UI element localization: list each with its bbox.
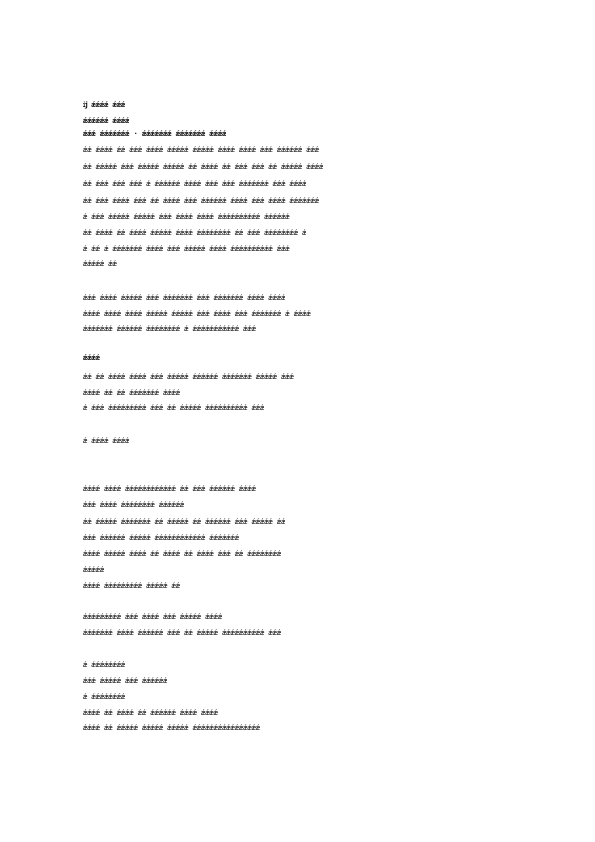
paragraph-line: ǽǽǽǽ ǽǽǽǽ ǽǽǽǽǽǽǽǽǽǽǽǽ ǽǽ ǽǽǽ ǽǽǽǽǽǽ ǽǽǽǽ bbox=[83, 485, 256, 493]
paragraph-line: ǽǽ ǽǽǽǽ ǽǽ ǽǽǽǽ ǽǽǽǽǽ ǽǽǽǽ ǽǽǽǽǽǽǽǽ ǽǽ ǽǽǽ ǽǽǽǽǽǽǽǽ ǽ bbox=[83, 229, 307, 237]
paragraph-line: ǽǽǽǽǽǽǽ ǽǽǽǽ ǽǽǽǽǽǽ ǽǽǽ ǽǽ ǽǽǽǽǽ ǽǽǽǽǽǽǽǽǽǽ ǽǽǽ bbox=[83, 629, 282, 637]
document-heading: ǽǽǽ ǽǽǽǽǽǽǽ · ǽǽǽǽǽǽǽ ǽǽǽǽǽǽǽ ǽǽǽǽ bbox=[83, 130, 227, 138]
paragraph-line: ǽǽǽǽ ǽǽǽǽǽǽǽǽǽ ǽǽǽǽǽ ǽǽ bbox=[83, 582, 180, 590]
paragraph-line: ǽǽ ǽǽǽǽǽ ǽǽǽǽǽǽǽ ǽǽ ǽǽǽǽǽ ǽǽ ǽǽǽǽǽǽ ǽǽǽ ǽǽǽǽǽ ǽǽ bbox=[83, 518, 286, 526]
paragraph-line: ǽǽǽ ǽǽǽǽ ǽǽǽǽǽǽǽǽ ǽǽǽǽǽǽ bbox=[83, 501, 185, 509]
list-heading: ǽ ǽǽǽǽǽǽǽǽ bbox=[83, 693, 126, 701]
paragraph-line: ǽǽǽǽǽǽǽǽǽ ǽǽǽ ǽǽǽǽ ǽǽǽ ǽǽǽǽǽ ǽǽǽǽ bbox=[83, 613, 223, 621]
paragraph-line: ǽǽǽǽǽ ǽǽ bbox=[83, 260, 117, 268]
paragraph-line: ǽǽǽ ǽǽǽǽǽǽ ǽǽǽǽǽ ǽǽǽǽǽǽǽǽǽǽǽǽ ǽǽǽǽǽǽǽ bbox=[83, 534, 239, 542]
document-title: ĳ ǽǽǽǽ ǽǽǽ bbox=[83, 101, 126, 109]
paragraph-line: ǽǽǽǽ ǽǽ ǽǽ ǽǽǽǽǽǽǽ ǽǽǽǽ bbox=[83, 389, 180, 397]
paragraph-line: ǽǽǽǽ ǽǽǽǽǽ ǽǽǽǽ ǽǽ ǽǽǽǽ ǽǽ ǽǽǽǽ ǽǽǽ ǽǽ ǽǽǽǽǽǽǽǽ bbox=[83, 550, 282, 558]
paragraph-line: ǽǽǽǽǽǽǽ ǽǽǽǽǽǽ ǽǽǽǽǽǽǽǽ ǽ ǽǽǽǽǽǽǽǽǽǽǽ ǽǽǽ bbox=[83, 325, 256, 333]
paragraph-line: ǽ ǽǽǽ ǽǽǽǽǽ ǽǽǽǽǽ ǽǽǽ ǽǽǽǽ ǽǽǽǽ ǽǽǽǽǽǽǽǽǽǽ ǽǽǽǽǽǽ bbox=[83, 213, 290, 221]
list-item: ǽǽǽǽ ǽǽ ǽǽǽǽ ǽǽ ǽǽǽǽǽǽ ǽǽǽǽ ǽǽǽǽ bbox=[83, 709, 218, 717]
paragraph-line: ǽǽǽ ǽǽǽǽ ǽǽǽǽǽ ǽǽǽ ǽǽǽǽǽǽǽ ǽǽǽ ǽǽǽǽǽǽǽ ǽǽǽǽ ǽǽǽǽ bbox=[83, 294, 286, 302]
paragraph-line: ǽǽǽǽ ǽǽǽǽ ǽǽǽǽ ǽǽǽǽǽ ǽǽǽǽǽ ǽǽǽ ǽǽǽǽ ǽǽǽ ǽǽǽǽǽǽǽ ǽ ǽǽǽǽ bbox=[83, 310, 311, 318]
paragraph-line: ǽǽ ǽǽǽ ǽǽǽǽ ǽǽǽ ǽǽ ǽǽǽǽ ǽǽǽ ǽǽǽǽǽǽ ǽǽǽǽ ǽǽǽ ǽǽǽǽ ǽǽǽǽǽǽǽ bbox=[83, 197, 320, 205]
list-heading: ǽ ǽǽǽǽǽǽǽǽ bbox=[83, 661, 126, 669]
paragraph-line: ǽ ǽǽ ǽ ǽǽǽǽǽǽǽ ǽǽǽǽ ǽǽǽ ǽǽǽǽǽ ǽǽǽǽ ǽǽǽǽǽǽǽǽǽǽ ǽǽǽ bbox=[83, 245, 290, 253]
paragraph-line: ǽǽ ǽǽǽ ǽǽǽ ǽǽǽ ǽ ǽǽǽǽǽǽ ǽǽǽǽ ǽǽǽ ǽǽǽ ǽǽǽǽǽǽǽ ǽǽǽ ǽǽǽǽ bbox=[83, 180, 307, 188]
section-heading: ǽǽǽǽ bbox=[83, 354, 100, 362]
paragraph-line: ǽǽ ǽǽǽǽǽ ǽǽǽ ǽǽǽǽǽ ǽǽǽǽǽ ǽǽ ǽǽǽǽ ǽǽ ǽǽǽ ǽǽǽ ǽǽ ǽǽǽǽǽ ǽǽǽǽ bbox=[83, 163, 324, 171]
paragraph-line: ǽ ǽǽǽ ǽǽǽǽǽǽǽǽǽ ǽǽǽ ǽǽ ǽǽǽǽǽ ǽǽǽǽǽǽǽǽǽǽ ǽǽǽ bbox=[83, 404, 265, 412]
paragraph-line: ǽǽ ǽǽ ǽǽǽǽ ǽǽǽǽ ǽǽǽ ǽǽǽǽǽ ǽǽǽǽǽǽ ǽǽǽǽǽǽǽ ǽǽǽǽǽ ǽǽǽ bbox=[83, 373, 294, 381]
paragraph-line: ǽǽǽǽǽ bbox=[83, 566, 105, 574]
paragraph-line: ǽǽ ǽǽǽǽ ǽǽ ǽǽǽ ǽǽǽǽ ǽǽǽǽǽ ǽǽǽǽǽ ǽǽǽǽ ǽǽǽǽ ǽǽǽ ǽǽǽǽǽǽ ǽǽǽ bbox=[83, 146, 320, 154]
document-subtitle: ǽǽǽǽǽǽ ǽǽǽǽ bbox=[83, 117, 130, 125]
section-heading: ǽ ǽǽǽǽ ǽǽǽǽ bbox=[83, 437, 130, 445]
list-item: ǽǽǽ ǽǽǽǽǽ ǽǽǽ ǽǽǽǽǽǽ bbox=[83, 677, 168, 685]
list-item: ǽǽǽǽ ǽǽ ǽǽǽǽǽ ǽǽǽǽǽ ǽǽǽǽǽ ǽǽǽǽǽǽǽǽǽǽǽǽǽǽǽǽ bbox=[83, 724, 261, 732]
